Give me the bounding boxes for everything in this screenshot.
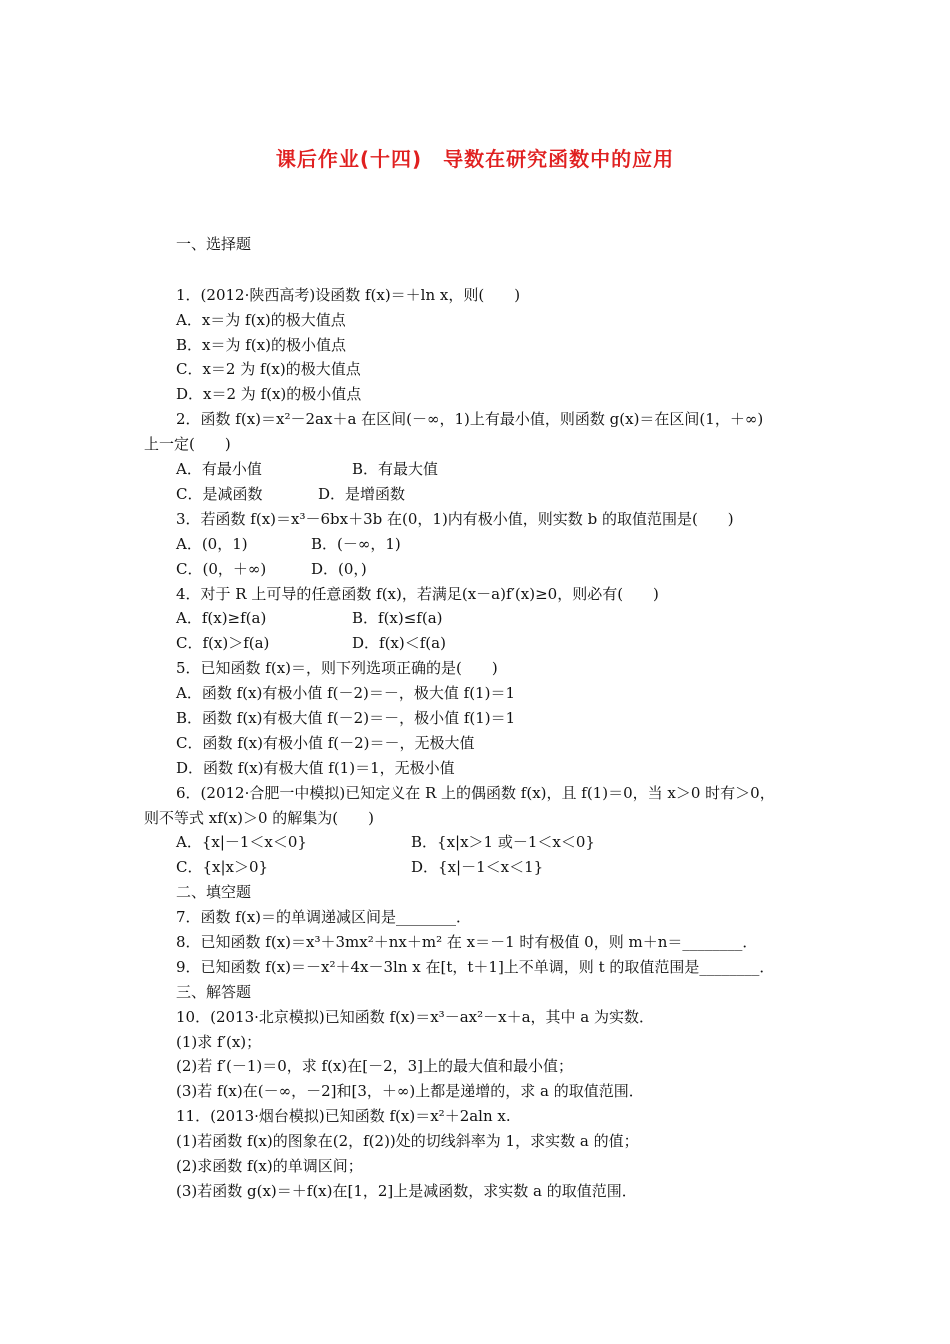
q3-option-c: C．(0，＋∞) [176, 560, 267, 578]
q6-option-b: B．{x|x＞1 或－1＜x＜0} [411, 833, 595, 851]
q2-option-c: C．是减函数 [176, 485, 263, 503]
q4-option-d: D．f(x)＜f(a) [352, 634, 446, 652]
q1-option-c: C．x＝2 为 f(x)的极大值点 [176, 360, 361, 378]
question-4: 4．对于 R 上可导的任意函数 f(x)，若满足(x－a)f′(x)≥0，则必有( ) [176, 585, 659, 603]
question-10: 10．(2013·北京模拟)已知函数 f(x)＝x³－ax²－x＋a，其中 a 为实数． [176, 1008, 654, 1026]
q4-option-c: C．f(x)＞f(a) [176, 634, 270, 652]
q11-part-1: (1)若函数 f(x)的图象在(2，f(2))处的切线斜率为 1，求实数 a 的值； [176, 1132, 639, 1150]
q4-option-b: B．f(x)≤f(a) [352, 609, 443, 627]
q2-option-a: A．有最小值 [176, 460, 262, 478]
question-3: 3．若函数 f(x)＝x³－6bx＋3b 在(0，1)内有极小值，则实数 b 的取值范围是( ) [176, 510, 734, 528]
q4-option-a: A．f(x)≥f(a) [176, 609, 267, 627]
page-title: 课后作业(十四) 导数在研究函数中的应用 [275, 147, 675, 171]
question-1: 1．(2012·陕西高考)设函数 f(x)＝＋ln x，则( ) [176, 286, 521, 304]
question-2: 2．函数 f(x)＝x²－2ax＋a 在区间(－∞，1)上有最小值，则函数 g(x)＝在区间(1，＋∞) [176, 410, 764, 428]
q3-option-a: A．(0，1) [176, 535, 248, 553]
q2-option-b: B．有最大值 [352, 460, 439, 478]
q3-option-b: B．(－∞，1) [311, 535, 401, 553]
question-9: 9．已知函数 f(x)＝－x²＋4x－3ln x 在[t，t＋1]上不单调，则 t 的取值范围是________． [176, 958, 775, 976]
q3-option-d: D．(0，) [311, 560, 367, 578]
q10-part-3: (3)若 f(x)在(－∞，－2]和[3，＋∞)上都是递增的，求 a 的取值范围． [176, 1082, 644, 1100]
question-6: 6．(2012·合肥一中模拟)已知定义在 R 上的偶函数 f(x)，且 f(1)＝0，当 x＞0 时有＞0， [176, 784, 775, 802]
q1-option-b: B．x＝为 f(x)的极小值点 [176, 336, 346, 354]
q6-option-c: C．{x|x＞0} [176, 858, 269, 876]
question-7: 7．函数 f(x)＝的单调递减区间是________． [176, 908, 472, 926]
question-8: 8．已知函数 f(x)＝x³＋3mx²＋nx＋m² 在 x＝－1 时有极值 0，则 m＋n＝________． [176, 933, 758, 951]
q1-option-a: A．x＝为 f(x)的极大值点 [176, 311, 346, 329]
q5-option-c: C．函数 f(x)有极小值 f(－2)＝－，无极大值 [176, 734, 475, 752]
question-5: 5．已知函数 f(x)＝，则下列选项正确的是( ) [176, 659, 498, 677]
question-11: 11．(2013·烟台模拟)已知函数 f(x)＝x²＋2aln x. [176, 1107, 511, 1125]
q11-part-2: (2)求函数 f(x)的单调区间； [176, 1157, 363, 1175]
q10-part-1: (1)求 f′(x)； [176, 1033, 262, 1051]
q5-option-d: D．函数 f(x)有极大值 f(1)＝1，无极小值 [176, 759, 455, 777]
q5-option-b: B．函数 f(x)有极大值 f(－2)＝－，极小值 f(1)＝1 [176, 709, 516, 727]
q11-part-3: (3)若函数 g(x)＝＋f(x)在[1，2]上是减函数，求实数 a 的取值范围． [176, 1182, 637, 1200]
q10-part-2: (2)若 f′(－1)＝0，求 f(x)在[－2，3]上的最大值和最小值； [176, 1057, 574, 1075]
q6-option-d: D．{x|－1＜x＜1} [411, 858, 544, 876]
section-heading-solve: 三、解答题 [176, 983, 252, 1001]
q6-option-a: A．{x|－1＜x＜0} [176, 833, 307, 851]
question-6-continued: 则不等式 xf(x)＞0 的解集为( ) [144, 809, 374, 827]
section-heading-choice: 一、选择题 [176, 235, 252, 253]
section-heading-fill: 二、填空题 [176, 883, 252, 901]
q5-option-a: A．函数 f(x)有极小值 f(－2)＝－，极大值 f(1)＝1 [176, 684, 515, 702]
q1-option-d: D．x＝2 为 f(x)的极小值点 [176, 385, 362, 403]
question-2-continued: 上一定( ) [144, 435, 231, 453]
q2-option-d: D．是增函数 [318, 485, 406, 503]
